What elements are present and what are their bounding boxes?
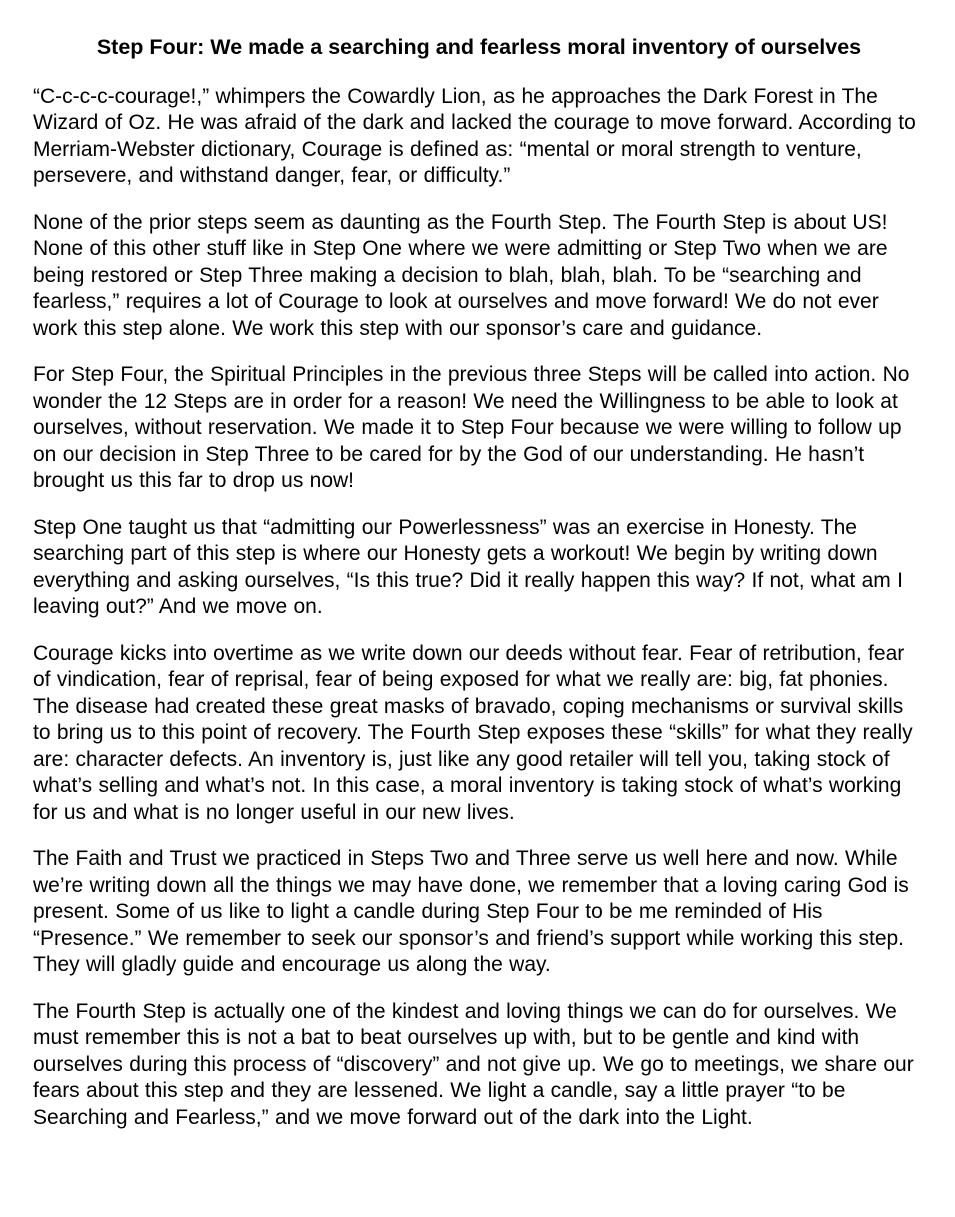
document-title: Step Four: We made a searching and fearless moral inventory of ourselves [96, 35, 862, 59]
paragraph-spiritual-principles: For Step Four, the Spiritual Principles in the previous three Steps will be called into action. No wonder the 12 Steps are in order for a reason! We need the Willingness to be able to look at ourselves, without reservation. We made it to Step Four because we were willing to follow up on our decision in Step Three to be cared for by the God of our understanding. He hasn’t brought us this far to drop us now! [33, 363, 910, 492]
paragraph-courage-overtime: Courage kicks into overtime as we write down our deeds without fear. Fear of retribution, fear of vindication, fear of reprisal, fear of being exposed for what we really are: big, fat phonies. The disease had created these great masks of bravado, coping mechanisms or survival skills to bring us to this point of recovery. The Fourth Step exposes these “skills” for what they really are: character defects. An inventory is, just like any good retailer will tell you, taking stock of what’s selling and what’s not. In this case, a moral inventory is taking stock of what’s working for us and what is no longer useful in our new lives. [33, 641, 913, 824]
paragraph-kindest-thing: The Fourth Step is actually one of the kindest and loving things we can do for ourselves. We must remember this is not a bat to beat ourselves up with, but to be gentle and kind with ourselves during this process of “discovery” and not give up. We go to meetings, we share our fears about this step and they are lessened. We light a candle, say a little prayer “to be Searching and Fearless,” and we move forward out of the dark into the Light. [33, 999, 914, 1129]
paragraph-faith-and-trust: The Faith and Trust we practiced in Steps Two and Three serve us well here and now. While we’re writing down all the things we may have done, we remember that a loving caring God is present. Some of us like to light a candle during Step Four to be me reminded of His “Presence.” We remember to seek our sponsor’s and friend’s support while working this step. They will gladly guide and encourage us along the way. [33, 847, 909, 976]
paragraph-courage-quote: “C-c-c-c-courage!,” whimpers the Cowardly Lion, as he approaches the Dark Forest in The Wizard of Oz. He was afraid of the dark and lacked the courage to move forward. According to Merriam-Webster dictionary, Courage is defined as: “mental or moral strength to venture, persevere, and withstand danger, fear, or difficulty.” [33, 84, 916, 187]
paragraph-daunting-fourth-step: None of the prior steps seem as daunting as the Fourth Step. The Fourth Step is about US! None of this other stuff like in Step One where we were admitting or Step Two when we are being restored or Step Three making a decision to blah, blah, blah. To be “searching and fearless,” requires a lot of Courage to look at ourselves and move forward! We do not ever work this step alone. We work this step with our sponsor’s care and guidance. [33, 210, 888, 340]
paragraph-step-one-honesty: Step One taught us that “admitting our Powerlessness” was an exercise in Honesty. The searching part of this step is where our Honesty gets a workout! We begin by writing down everything and asking ourselves, “Is this true? Did it really happen this way? If not, what am I leaving out?” And we move on. [33, 515, 903, 618]
